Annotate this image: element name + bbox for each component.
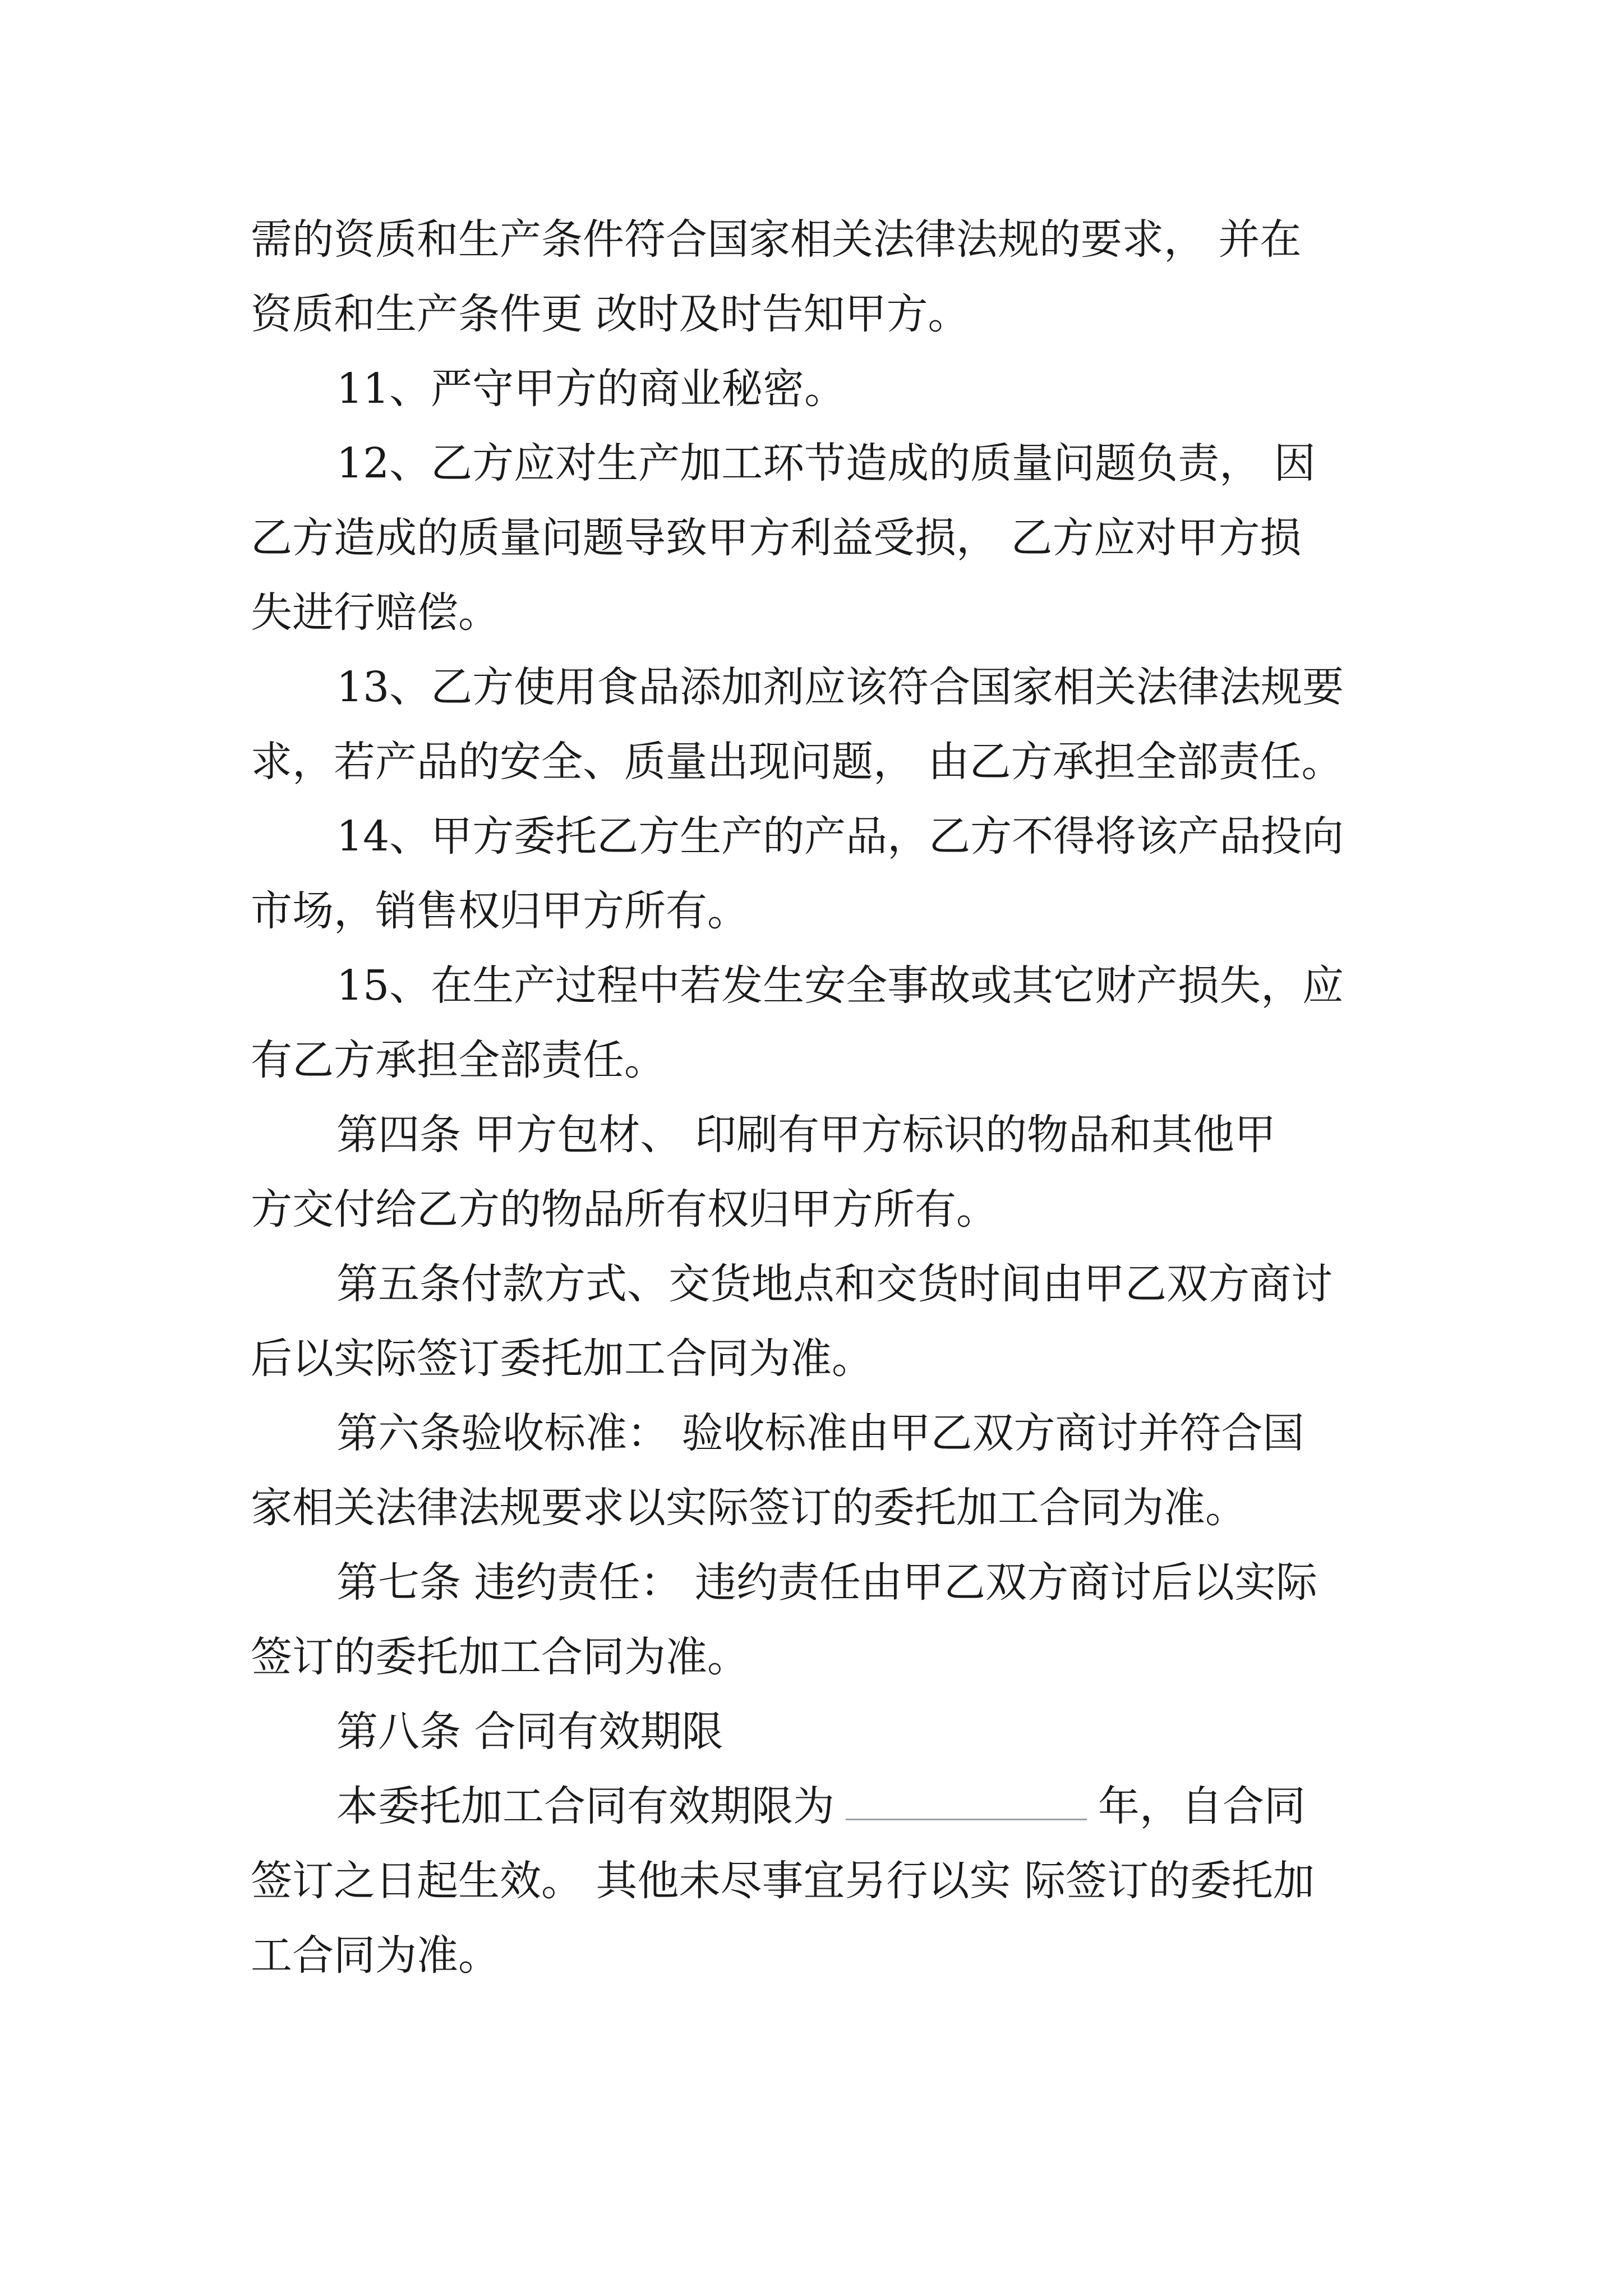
clause-13: 13、乙方使用食品添加剂应该符合国家相关法律法规要 — [336, 663, 1344, 711]
article-6: 第六条验收标准： 验收标准由甲乙双方商讨并符合国 — [336, 1409, 1304, 1457]
paragraph-line: 签订之日起生效。 其他未尽事宜另行以实 际签订的委托加 — [251, 1857, 1315, 1905]
paragraph-line: 失进行赔偿。 — [251, 588, 500, 637]
article-8-heading: 第八条 合同有效期限 — [336, 1708, 723, 1756]
term-blank-field — [846, 1785, 1087, 1820]
paragraph-line: 后以实际签订委托加工合同为准。 — [251, 1335, 873, 1383]
paragraph-line: 资质和生产条件更 改时及时告知甲方。 — [251, 290, 970, 338]
paragraph-line: 市场，销售权归甲方所有。 — [251, 887, 749, 935]
paragraph-line: 家相关法律法规要求以实际签订的委托加工合同为准。 — [251, 1484, 1247, 1532]
paragraph-line: 方交付给乙方的物品所有权归甲方所有。 — [251, 1185, 998, 1234]
term-text-after: 年，自合同 — [1098, 1782, 1306, 1830]
clause-15: 15、在生产过程中若发生安全事故或其它财产损失，应 — [336, 961, 1344, 1010]
article-5: 第五条付款方式、交货地点和交货时间由甲乙双方商讨 — [336, 1260, 1332, 1308]
article-7: 第七条 违约责任： 违约责任由甲乙双方商讨后以实际 — [336, 1558, 1318, 1607]
paragraph-line: 签订的委托加工合同为准。 — [251, 1633, 749, 1681]
paragraph-line: 需的资质和生产条件符合国家相关法律法规的要求， 并在 — [251, 215, 1302, 264]
clause-12: 12、乙方应对生产加工环节造成的质量问题负责， 因 — [336, 439, 1316, 487]
term-text-before: 本委托加工合同有效期限为 — [336, 1782, 834, 1830]
contract-term-line — [336, 1778, 1306, 1834]
paragraph-line: 有乙方承担全部责任。 — [251, 1036, 666, 1084]
clause-11: 11、严守甲方的商业秘密。 — [336, 365, 846, 413]
article-4: 第四条 甲方包材、 印刷有甲方标识的物品和其他甲 — [336, 1111, 1276, 1159]
paragraph-line: 工合同为准。 — [251, 1931, 500, 1980]
paragraph-line: 求，若产品的安全、质量出现问题， 由乙方承担全部责任。 — [251, 738, 1343, 786]
clause-14: 14、甲方委托乙方生产的产品，乙方不得将该产品投向 — [336, 812, 1344, 861]
paragraph-line: 乙方造成的质量问题导致甲方利益受损， 乙方应对甲方损 — [251, 514, 1302, 562]
